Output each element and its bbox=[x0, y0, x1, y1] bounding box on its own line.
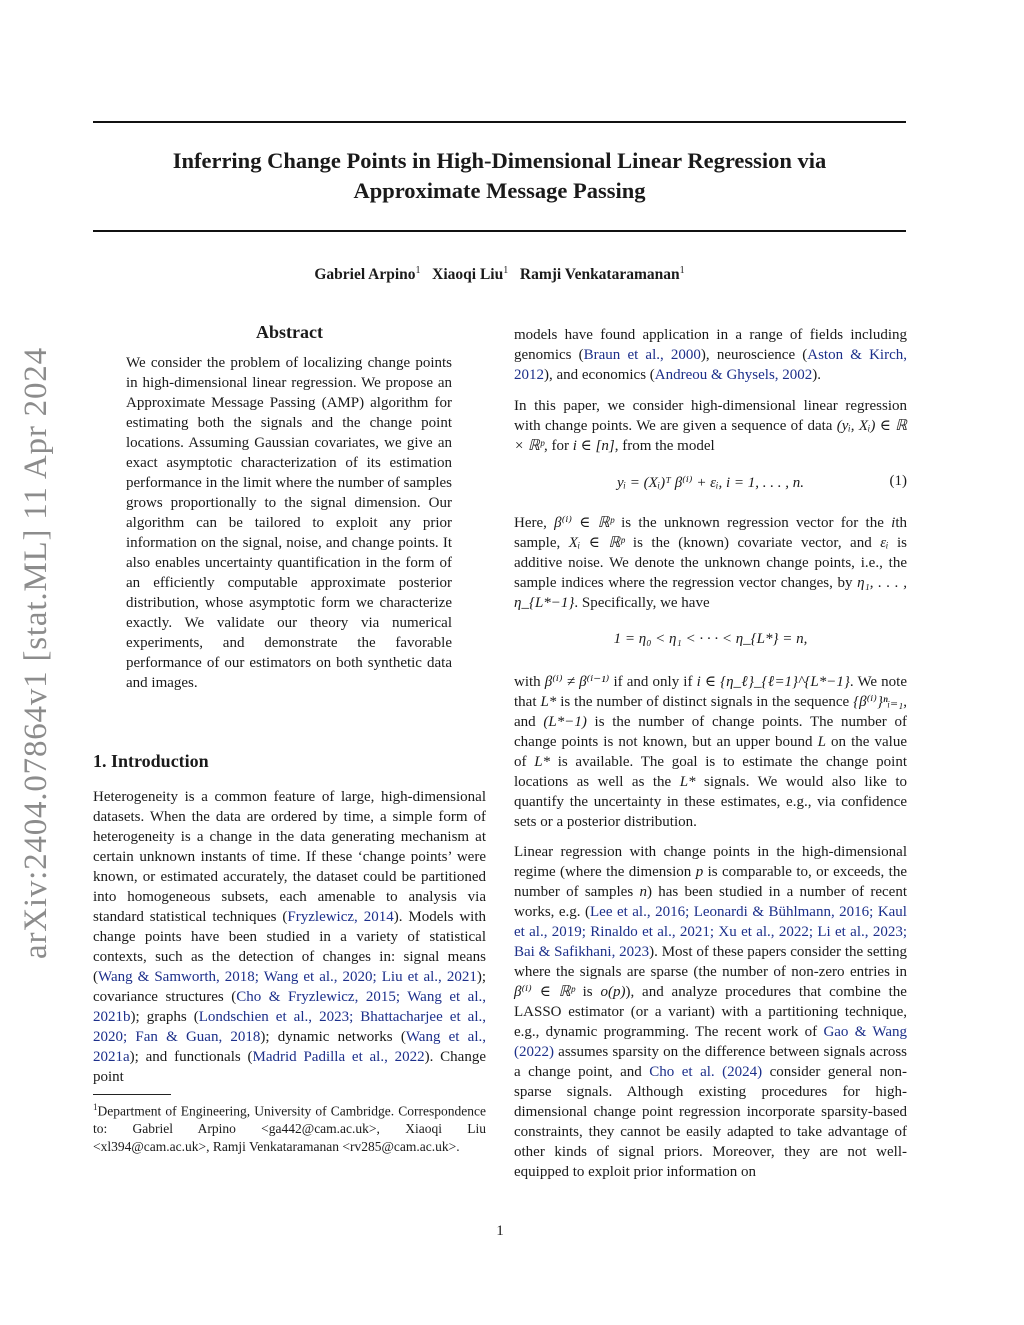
body-text: signals. We would also like to quantify the uncertainty in these estimates, e.g., via confidence sets or a posterior distribution. bbox=[514, 774, 908, 830]
citation-link[interactable]: Aston & Kirch, 2012 bbox=[514, 347, 907, 383]
body-text: ); graphs ( bbox=[130, 1009, 199, 1025]
right-paragraph-applications bbox=[514, 325, 907, 385]
body-text: is the unknown regression vector for the bbox=[613, 515, 892, 531]
inline-math: η₁, . . . , η_{L*−1} bbox=[514, 575, 907, 611]
author-name: Xiaoqi Liu bbox=[432, 266, 504, 284]
body-text: on the value of bbox=[514, 734, 907, 770]
right-paragraph-related-work bbox=[514, 842, 907, 1182]
citation-link[interactable]: Wang & Samworth, 2018; Wang et al., 2020; Liu et al., 2021 bbox=[98, 969, 477, 985]
inline-math: o(p) bbox=[600, 984, 626, 1000]
body-text: is additive noise. We denote the unknown change points, i.e., the sample indices where the regression vector changes, by bbox=[514, 535, 907, 591]
affiliation-footnote bbox=[93, 1099, 486, 1155]
body-text: is the number of change points. The number of change points is not known, but an upper bound bbox=[514, 714, 907, 750]
equation-body: yᵢ = (Xᵢ)ᵀ β⁽ⁱ⁾ + εᵢ, i = 1, . . . , n. bbox=[616, 475, 805, 491]
title-line-2: Approximate Message Passing bbox=[353, 178, 646, 203]
body-text: consider general non-sparse signals. Although existing procedures for high-dimensional change point regression incorporate sparsity-based constraints, they cannot be easily adapted to take advantage of other kinds of signal priors. Moreover, they are not well-equipped to exploit prior information on bbox=[514, 1064, 907, 1180]
body-text: Heterogeneity is a common feature of large, high-dimensional datasets. When the data are ordered by time, a simple form of heterogeneity is a change in the data generating mechanism at certain unknown instants of time. If these ‘change points’ were known, or estimated accurately, the dataset could be partitioned into homogeneous subsets, each amenable to analysis via standard statistical techniques ( bbox=[93, 789, 486, 925]
equation-number: (1) bbox=[889, 473, 907, 489]
body-text: , from the model bbox=[614, 438, 715, 454]
body-text: is comparable to, or exceeds, the number of samples bbox=[514, 864, 908, 900]
body-text: ); dynamic networks ( bbox=[260, 1029, 406, 1045]
body-text: ), and analyze procedures that combine the LASSO estimator (or a variant) with a partitioning technique, e.g., dynamic programming. The recent work of bbox=[514, 984, 907, 1040]
body-text: ), and economics ( bbox=[544, 367, 655, 383]
author-affiliation-mark: 1 bbox=[415, 265, 421, 276]
inline-math: i ∈ [n] bbox=[572, 438, 615, 454]
citation-link[interactable]: Wang et al., 2021a bbox=[93, 1029, 487, 1065]
body-text: . We note that bbox=[514, 674, 907, 710]
inline-math: i ∈ {η_ℓ}_{ℓ=1}^{L*−1} bbox=[696, 674, 850, 690]
author-list bbox=[93, 265, 906, 284]
inline-math: n bbox=[639, 884, 647, 900]
right-paragraph-model bbox=[514, 396, 907, 456]
citation-link[interactable]: Madrid Padilla et al., 2022 bbox=[252, 1049, 425, 1065]
abstract-heading: Abstract bbox=[256, 322, 323, 342]
arxiv-sidebar-stamp: arXiv:2404.07864v1 [stat.ML] 11 Apr 2024 bbox=[18, 347, 54, 959]
citation-link[interactable]: Andreou & Ghysels, 2002 bbox=[654, 367, 813, 383]
body-text: Linear regression with change points in the high-dimensional regime (where the dimension bbox=[514, 844, 907, 880]
body-text: Here, bbox=[514, 515, 555, 531]
footnote-rule bbox=[93, 1094, 171, 1095]
citation-link[interactable]: Lee et al., 2016; Leonardi & Bühlmann, 2016; Kaul et al., 2019; Rinaldo et al., 2021; Xu et al., 2022; Li et al., 2023; Bai & Safikhani, 2023 bbox=[514, 904, 907, 960]
body-text: if and only if bbox=[609, 674, 697, 690]
inline-math: β⁽ⁱ⁾ ∈ ℝᵖ bbox=[514, 984, 575, 1000]
body-text: ). Most of these papers consider the setting where the signals are sparse (the number of non-zero entries in bbox=[514, 944, 907, 980]
inline-math: L* bbox=[534, 754, 551, 770]
author-affiliation-mark: 1 bbox=[679, 265, 685, 276]
page-number: 1 bbox=[496, 1223, 504, 1239]
paper-title bbox=[93, 146, 906, 206]
title-top-rule bbox=[93, 121, 906, 123]
intro-paragraph bbox=[93, 787, 486, 1087]
inline-math: L bbox=[817, 734, 826, 750]
body-text: th sample, bbox=[514, 515, 907, 551]
right-paragraph-signals bbox=[514, 672, 907, 832]
body-text: is the (known) covariate vector, and bbox=[624, 535, 881, 551]
inline-math: i bbox=[891, 515, 896, 531]
citation-link[interactable]: Londschien et al., 2023; Bhattacharjee et al., 2020; Fan & Guan, 2018 bbox=[93, 1009, 486, 1045]
body-text: is the number of distinct signals in the sequence bbox=[556, 694, 854, 710]
body-text: ); covariance structures ( bbox=[93, 969, 486, 1005]
inline-math: L* bbox=[540, 694, 557, 710]
author-name: Ramji Venkataramanan bbox=[519, 266, 680, 284]
citation-link[interactable]: Gao & Wang (2022) bbox=[514, 1024, 907, 1060]
body-text: ). Change point bbox=[93, 1049, 486, 1085]
body-text: models have found application in a range of fields including genomics ( bbox=[514, 327, 907, 363]
title-line-1: Inferring Change Points in High-Dimensional Linear Regression via bbox=[172, 148, 827, 173]
body-text: ) has been studied in a number of recent works, e.g. ( bbox=[514, 884, 908, 920]
citation-link[interactable]: Cho & Fryzlewicz, 2015; Wang et al., 2021b bbox=[93, 989, 486, 1025]
body-text: is bbox=[574, 984, 601, 1000]
body-text: ); and functionals ( bbox=[129, 1049, 253, 1065]
inline-math: (yᵢ, Xᵢ) ∈ ℝ × ℝᵖ bbox=[514, 418, 907, 454]
section-heading-introduction: 1. Introduction bbox=[93, 751, 209, 771]
body-text: . Specifically, we have bbox=[574, 595, 710, 611]
inline-math: β⁽ⁱ⁾ ≠ β⁽ⁱ⁻¹⁾ bbox=[544, 674, 610, 690]
body-text: , and bbox=[514, 694, 907, 730]
body-text: , for bbox=[544, 438, 573, 454]
equation-change-points: 1 = η₀ < η₁ < · · · < η_{L*} = n, bbox=[613, 631, 808, 647]
footnote-mark: 1 bbox=[93, 1102, 98, 1112]
inline-math: {β⁽ⁱ⁾}ⁿᵢ₌₁ bbox=[853, 694, 904, 710]
body-text: is available. The goal is to estimate the change point locations as well as the bbox=[514, 754, 907, 790]
body-text: ), neuroscience ( bbox=[700, 347, 808, 363]
body-text: In this paper, we consider high-dimensional linear regression with change points. We are given a sequence of data bbox=[514, 398, 907, 434]
author-affiliation-mark: 1 bbox=[503, 265, 509, 276]
body-text: assumes sparsity on the difference between signals across a change point, and bbox=[514, 1044, 907, 1080]
body-text: ). Models with change points have been studied in a variety of statistical contexts, such as the detection of changes in: signal means ( bbox=[93, 909, 487, 985]
author-name: Gabriel Arpino bbox=[314, 266, 416, 284]
right-paragraph-notation bbox=[514, 513, 907, 613]
inline-math: p bbox=[695, 864, 704, 880]
footnote-text: Department of Engineering, University of Cambridge. Correspondence to: Gabriel Arpino <ga442@cam.ac.uk>, Xiaoqi Liu <xl394@cam.ac.uk>, Ramji Venkataramanan <rv285@cam.ac.uk>. bbox=[93, 1103, 486, 1154]
title-bottom-rule bbox=[93, 230, 906, 232]
inline-math: (L*−1) bbox=[543, 714, 587, 730]
inline-math: L* bbox=[679, 774, 696, 790]
abstract-text: We consider the problem of localizing change points in high-dimensional linear regression. We propose an Approximate Message Passing (AMP) algorithm for estimating both the signals and the change point locations. Assuming Gaussian covariates, we give an exact asymptotic characterization of its estimation performance in the limit where the number of samples grows proportionally to the signal dimension. Our algorithm can be tailored to exploit any prior information on the signal, noise, and change points. It also enables uncertainty quantification in the form of an efficiently computable approximate posterior distribution, whose asymptotic form we characterize exactly. We validate our theory via numerical experiments, and demonstrate the favorable performance of our estimators on both synthetic data and images. bbox=[126, 355, 452, 691]
inline-math: β⁽ⁱ⁾ ∈ ℝᵖ bbox=[554, 515, 614, 531]
citation-link[interactable]: Cho et al. (2024) bbox=[649, 1064, 763, 1080]
inline-math: Xᵢ ∈ ℝᵖ bbox=[568, 535, 625, 551]
citation-link[interactable]: Fryzlewicz, 2014 bbox=[287, 909, 394, 925]
inline-math: εᵢ bbox=[880, 535, 889, 551]
citation-link[interactable]: Braun et al., 2000 bbox=[583, 347, 701, 363]
body-text: ). bbox=[812, 367, 822, 383]
body-text: with bbox=[514, 674, 545, 690]
equation-1 bbox=[514, 473, 907, 492]
